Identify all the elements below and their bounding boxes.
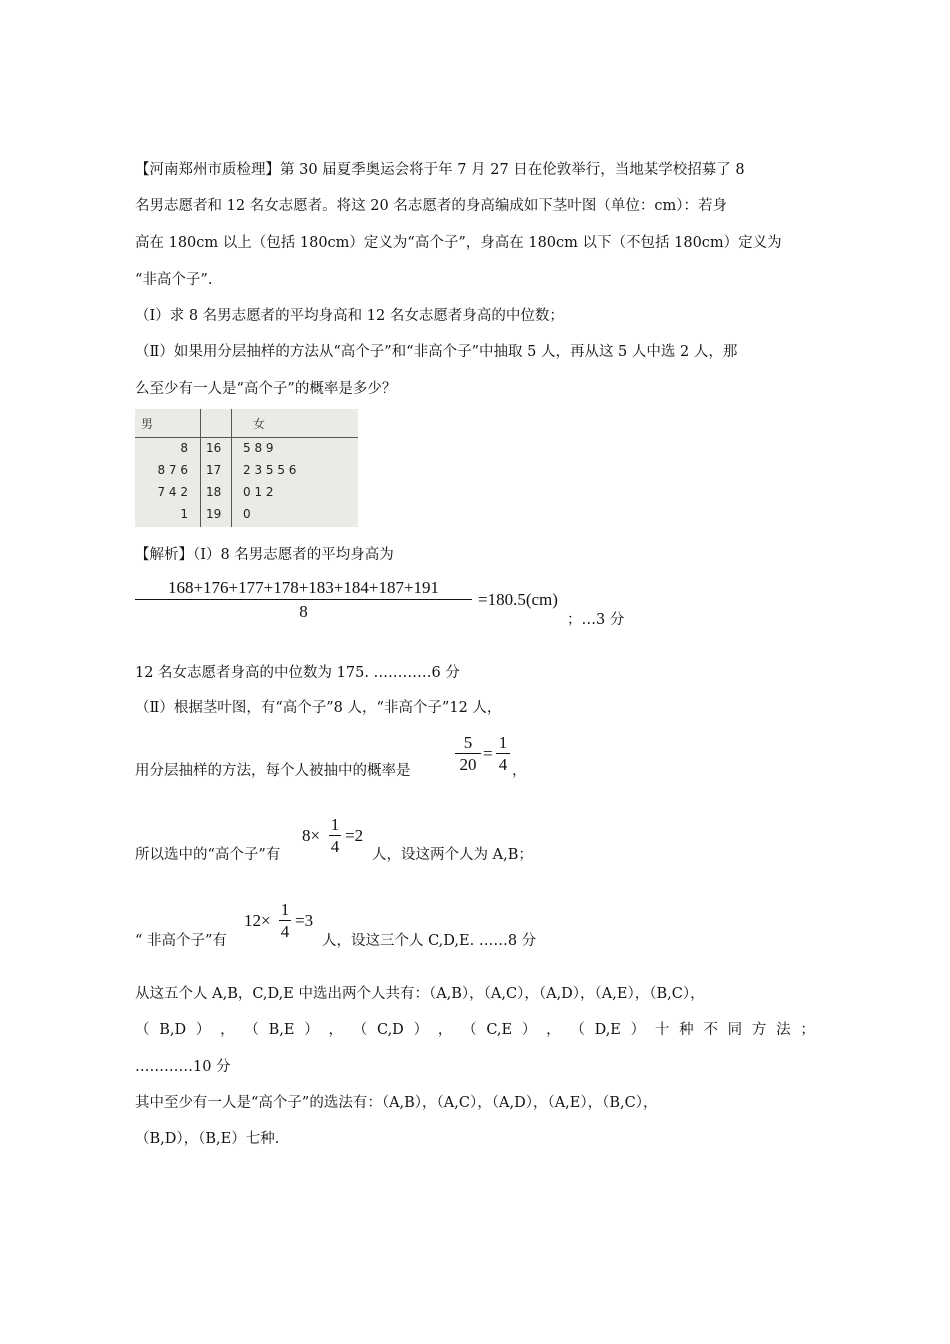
pair-token: （ <box>244 1022 259 1038</box>
pair-token: ） <box>413 1022 429 1038</box>
pairs-line-3: …………10 分 <box>135 1059 231 1075</box>
pair-token: C,D <box>377 1022 404 1038</box>
pair-token: ） <box>630 1022 646 1038</box>
fraction-2-denominator: 4 <box>498 755 508 774</box>
tall-selection-line-1: 其中至少有一人是“高个子”的选法有：（A,B），（A,C），（A,D），（A,E），（B,C）， <box>135 1095 658 1111</box>
pair-token: B,E <box>268 1022 295 1038</box>
male-leaves-17: 8 7 6 <box>157 463 188 477</box>
probability-tail: ， <box>512 763 527 779</box>
tall-selection-line-2: （B,D），（B,E）七种. <box>135 1131 280 1147</box>
female-leaves-17: 2 3 5 5 6 <box>243 463 297 477</box>
tall-numerator: 1 <box>330 815 340 834</box>
short-expr-a: 12× <box>244 911 271 930</box>
short-expr-b: =3 <box>295 911 314 930</box>
fraction-1-denominator: 20 <box>459 755 477 774</box>
fraction-1-numerator: 5 <box>463 733 473 752</box>
solution-part-2: （Ⅱ）根据茎叶图，有“高个子”8 人，“非高个子”12 人， <box>135 700 502 716</box>
female-leaves-18: 0 1 2 <box>243 485 274 499</box>
male-header: 男 <box>141 417 154 431</box>
mean-fraction <box>135 577 472 624</box>
solution-part-1: 【解析】（Ⅰ）8 名男志愿者的平均身高为 <box>135 547 394 563</box>
problem-line-2: 名男志愿者和 12 名女志愿者。将这 20 名志愿者的身高编成如下茎叶图（单位：cm）：若身 <box>135 198 727 214</box>
male-leaves-18: 7 4 2 <box>157 485 188 499</box>
header-divider <box>135 437 358 438</box>
female-header: 女 <box>253 417 266 431</box>
short-fraction <box>279 900 291 943</box>
stem-17: 17 <box>206 463 222 477</box>
pair-token: （ <box>462 1022 477 1038</box>
tall-fraction <box>329 815 341 858</box>
short-count-text: “ 非高个子”有 <box>135 933 227 949</box>
stem-19: 19 <box>206 507 222 521</box>
tall-count-text: 所以选中的“高个子”有 <box>135 847 281 863</box>
short-numerator: 1 <box>280 900 290 919</box>
problem-line-1: 【河南郑州市质检理】第 30 届夏季奥运会将于年 7 月 27 日在伦敦举行，当地某学校招募了 8 <box>135 162 745 178</box>
mean-numerator: 168+176+177+178+183+184+187+191 <box>167 578 440 597</box>
short-count-tail: 人，设这三个人 C,D,E. ……8 分 <box>322 933 537 949</box>
pair-token: 方 <box>751 1022 767 1038</box>
pair-token: ， <box>546 1022 561 1038</box>
short-denominator: 4 <box>280 922 290 941</box>
female-leaves-16: 5 8 9 <box>243 441 274 455</box>
male-leaves-19: 1 <box>180 507 188 521</box>
tall-expr-b: =2 <box>345 826 364 845</box>
mean-score: ；…3 分 <box>567 612 625 628</box>
pair-token: 种 <box>679 1022 694 1038</box>
pair-token: C,E <box>486 1022 513 1038</box>
problem-line-4: “非高个子”. <box>135 272 213 288</box>
stem-leaf-plot <box>135 409 358 527</box>
pair-token: ， <box>220 1022 235 1038</box>
pair-token: （ <box>570 1022 585 1038</box>
tall-expr-a: 8× <box>302 826 321 845</box>
tall-count-tail: 人，设这两个人为 A,B； <box>372 847 533 863</box>
tall-denominator: 4 <box>330 837 340 856</box>
pair-token: D,E <box>594 1022 621 1038</box>
pair-token: （ <box>135 1022 150 1038</box>
fraction-2-numerator: 1 <box>498 733 508 752</box>
pair-token: 同 <box>727 1022 743 1038</box>
pair-token: ） <box>195 1022 211 1038</box>
pair-token: ； <box>800 1022 815 1038</box>
probability-fraction-1 <box>455 733 481 776</box>
stem-divider-right <box>231 409 232 527</box>
question-2-line-2: 么至少有一人是“高个子”的概率是多少？ <box>135 381 397 397</box>
pair-token: ， <box>328 1022 343 1038</box>
pair-token: 法 <box>776 1022 791 1038</box>
female-leaves-19: 0 <box>243 507 251 521</box>
problem-line-3: 高在 180cm 以上（包括 180cm）定义为“高个子”，身高在 180cm 以下（不包括 180cm）定义为 <box>135 235 782 251</box>
probability-fraction-2 <box>496 733 510 776</box>
pair-token: 十 <box>654 1022 670 1038</box>
stem-18: 18 <box>206 485 222 499</box>
stem-divider-left <box>200 409 201 527</box>
pair-token: ） <box>304 1022 319 1038</box>
male-leaves-16: 8 <box>180 441 188 455</box>
median-line: 12 名女志愿者身高的中位数为 175. …………6 分 <box>135 665 460 681</box>
probability-text: 用分层抽样的方法，每个人被抽中的概率是 <box>135 763 411 779</box>
question-1: （Ⅰ）求 8 名男志愿者的平均身高和 12 名女志愿者身高的中位数； <box>135 308 564 324</box>
question-2-line-1: （Ⅱ）如果用分层抽样的方法从“高个子”和“非高个子”中抽取 5 人，再从这 5 人中选 2 人，那 <box>135 344 738 360</box>
equals-sign: = <box>483 744 493 763</box>
pair-token: B,D <box>159 1022 187 1038</box>
pair-token: （ <box>352 1022 368 1038</box>
pairs-line-1: 从这五个人 A,B，C,D,E 中选出两个人共有：（A,B），（A,C），（A,D），（A,E），（B,C）， <box>135 986 705 1002</box>
mean-result: =180.5(cm) <box>478 590 558 609</box>
pair-token: 不 <box>703 1022 718 1038</box>
mean-denominator: 8 <box>299 602 308 621</box>
stem-16: 16 <box>206 441 222 455</box>
pair-token: ） <box>521 1022 537 1038</box>
pair-token: ， <box>437 1022 453 1038</box>
pairs-line-2 <box>135 1020 815 1040</box>
